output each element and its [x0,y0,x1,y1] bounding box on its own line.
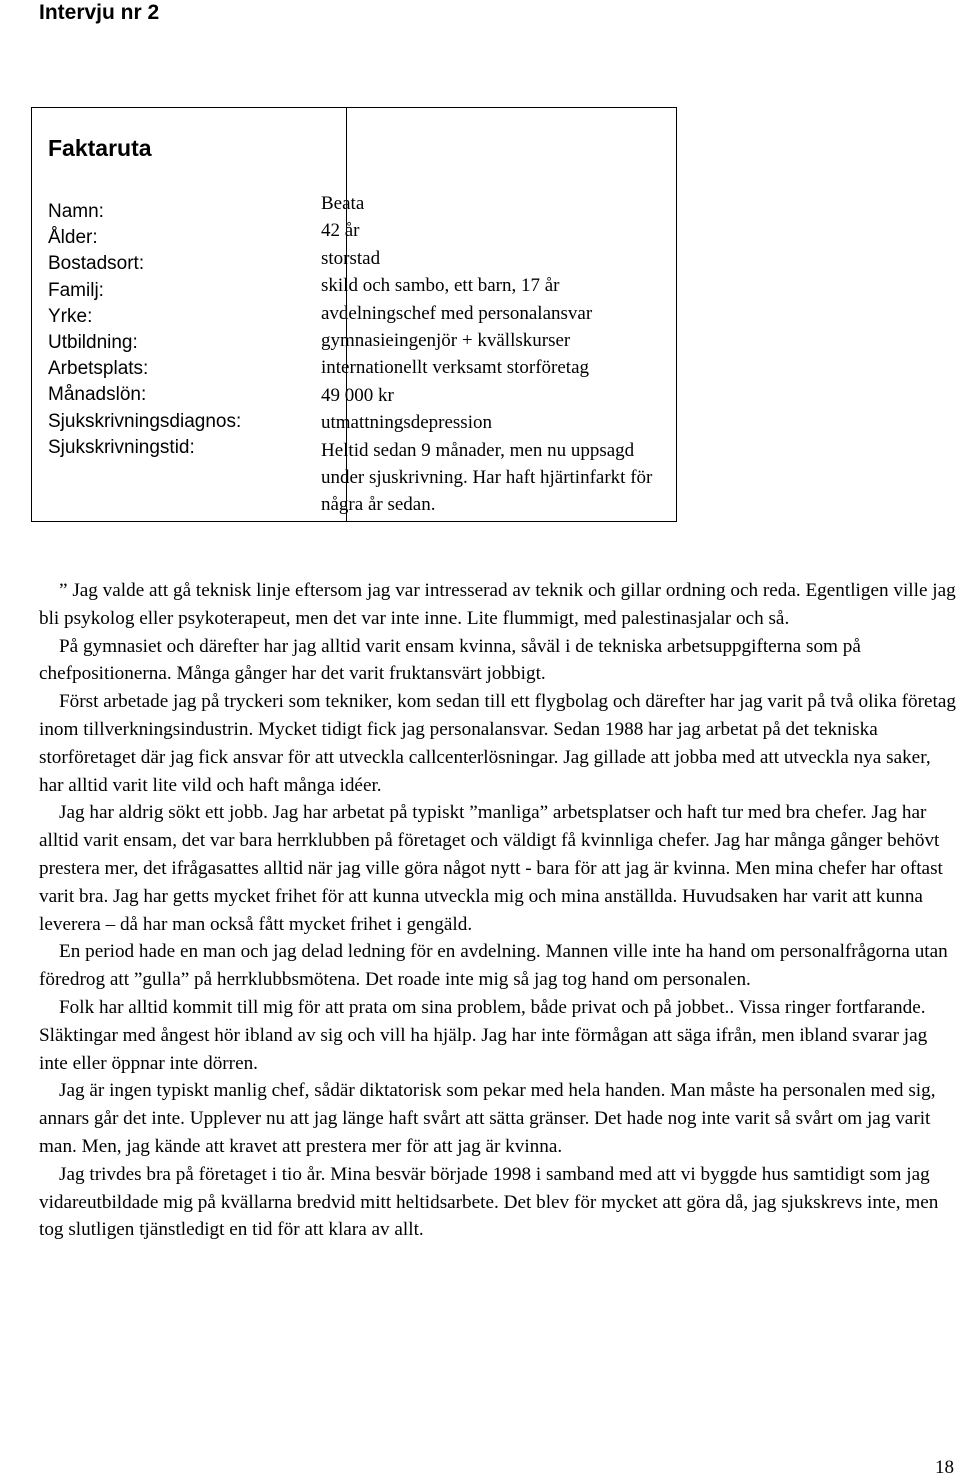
fact-value-residence: storstad [321,247,381,269]
fact-value-family: skild och sambo, ett barn, 17 år [321,275,560,297]
fact-box-heading: Faktaruta [48,135,152,161]
fact-value-workplace: internationellt verksamt storföretag [321,357,590,379]
fact-labels [48,199,241,461]
document-title: Intervju nr 2 [39,1,160,24]
fact-label-diagnosis: Sjukskrivningsdiagnos: [48,410,242,432]
fact-value-salary: 49 000 kr [321,384,394,406]
paragraph: Jag trivdes bra på företaget i tio år. Mina besvär började 1998 i samband med att vi byggde hus samtidigt som jag vidareutbildade mig på kvällarna bredvid mitt heltidsarbete. Det blev för mycket att göra då, jag sjukskrevs inte, men tog slutligen tjänstledigt en tid för att klara av allt. [39,1163,939,1241]
fact-label-profession: Yrke: [48,305,93,327]
paragraph: Jag har aldrig sökt ett jobb. Jag har arbetat på typiskt ”manliga” arbetsplatser och haft tur med bra chefer. Jag har alltid varit ensam, det var bara herrklubben på företaget och väldigt få kvinnliga chefer. Jag har många gånger behövt prestera mer, det ifrågasattes alltid när jag ville göra något nytt - bara för att jag är kvinna. Men mina chefer har oftast varit bra. Jag har getts mycket frihet för att kunna utveckla mig och mina anställda. Huvudsaken har varit att kunna leverera – då har man också fått mycket frihet i gengäld. [39,802,943,935]
fact-label-education: Utbildning: [48,332,138,354]
fact-label-salary: Månadslön: [48,384,147,406]
fact-box [31,107,677,522]
page-number: 18 [935,1457,954,1478]
fact-value-diagnosis: utmattningsdepression [321,412,492,434]
fact-value-sick-leave: Heltid sedan 9 månader, men nu uppsagd under sjuskrivning. Har haft hjärtinfarkt för några år sedan. [321,439,653,516]
interview-text [39,577,959,1244]
paragraph: Först arbetade jag på tryckeri som tekniker, kom sedan till ett flygbolag och därefter har jag varit på två olika företag inom tillverkningsindustrin. Mycket tidigt fick jag personalansvar. Sedan 1988 har jag arbetat på det tekniska storföretaget där jag fick ansvar för att utveckla callcenterlösningar. Jag gillade att jobba med att utveckla nya saker, har alltid varit lite vild och haft många idéer. [39,691,956,796]
fact-value-profession: avdelningschef med personalansvar [321,302,593,324]
fact-label-age: Ålder: [48,227,98,249]
fact-value-name: Beata [321,193,365,214]
fact-value-age: 42 år [321,220,360,242]
paragraph: ” Jag valde att gå teknisk linje eftersom jag var intresserad av teknik och gillar ordning och reda. Egentligen ville jag bli psykolog eller psykoterapeut, men det var inte inne. Lite flummigt, med palestinasjalar och så. [39,580,956,629]
fact-value-education: gymnasieingenjör + kvällskurser [321,330,571,352]
fact-label-family: Familj: [48,279,104,301]
paragraph: Jag är ingen typiskt manlig chef, sådär diktatorisk som pekar med hela handen. Man måste ha personalen med sig, annars går det inte. Upplever nu att jag länge haft svårt att sätta gränser. Det hade nog inte varit så svårt om jag varit man. Men, jag kände att kravet att prestera mer för att jag är kvinna. [39,1080,936,1157]
fact-label-workplace: Arbetsplats: [48,358,149,380]
paragraph: På gymnasiet och därefter har jag alltid varit ensam kvinna, såväl i de tekniska arbetsuppgifterna som på chefpositionerna. Många gånger har det varit fruktansvärt jobbigt. [39,635,861,685]
fact-label-sick-leave: Sjukskrivningstid: [48,436,195,458]
fact-label-residence: Bostadsort: [48,253,145,275]
paragraph: Folk har alltid kommit till mig för att prata om sina problem, både privat och på jobbet.. Vissa ringer fortfarande. Släktingar med ångest hör ibland av sig och vill ha hjälp. Jag har inte förmågan att säga ifrån, men ibland svarar jag inte eller öppnar inte dörren. [39,996,928,1074]
fact-label-name: Namn: [48,201,104,222]
paragraph: En period hade en man och jag delad ledning för en avdelning. Mannen ville inte ha hand om personalfrågorna utan föredrog att ”gulla” på herrklubbsmötena. Det roade inte mig så jag tog hand om personalen. [39,941,948,991]
fact-values [321,190,671,519]
